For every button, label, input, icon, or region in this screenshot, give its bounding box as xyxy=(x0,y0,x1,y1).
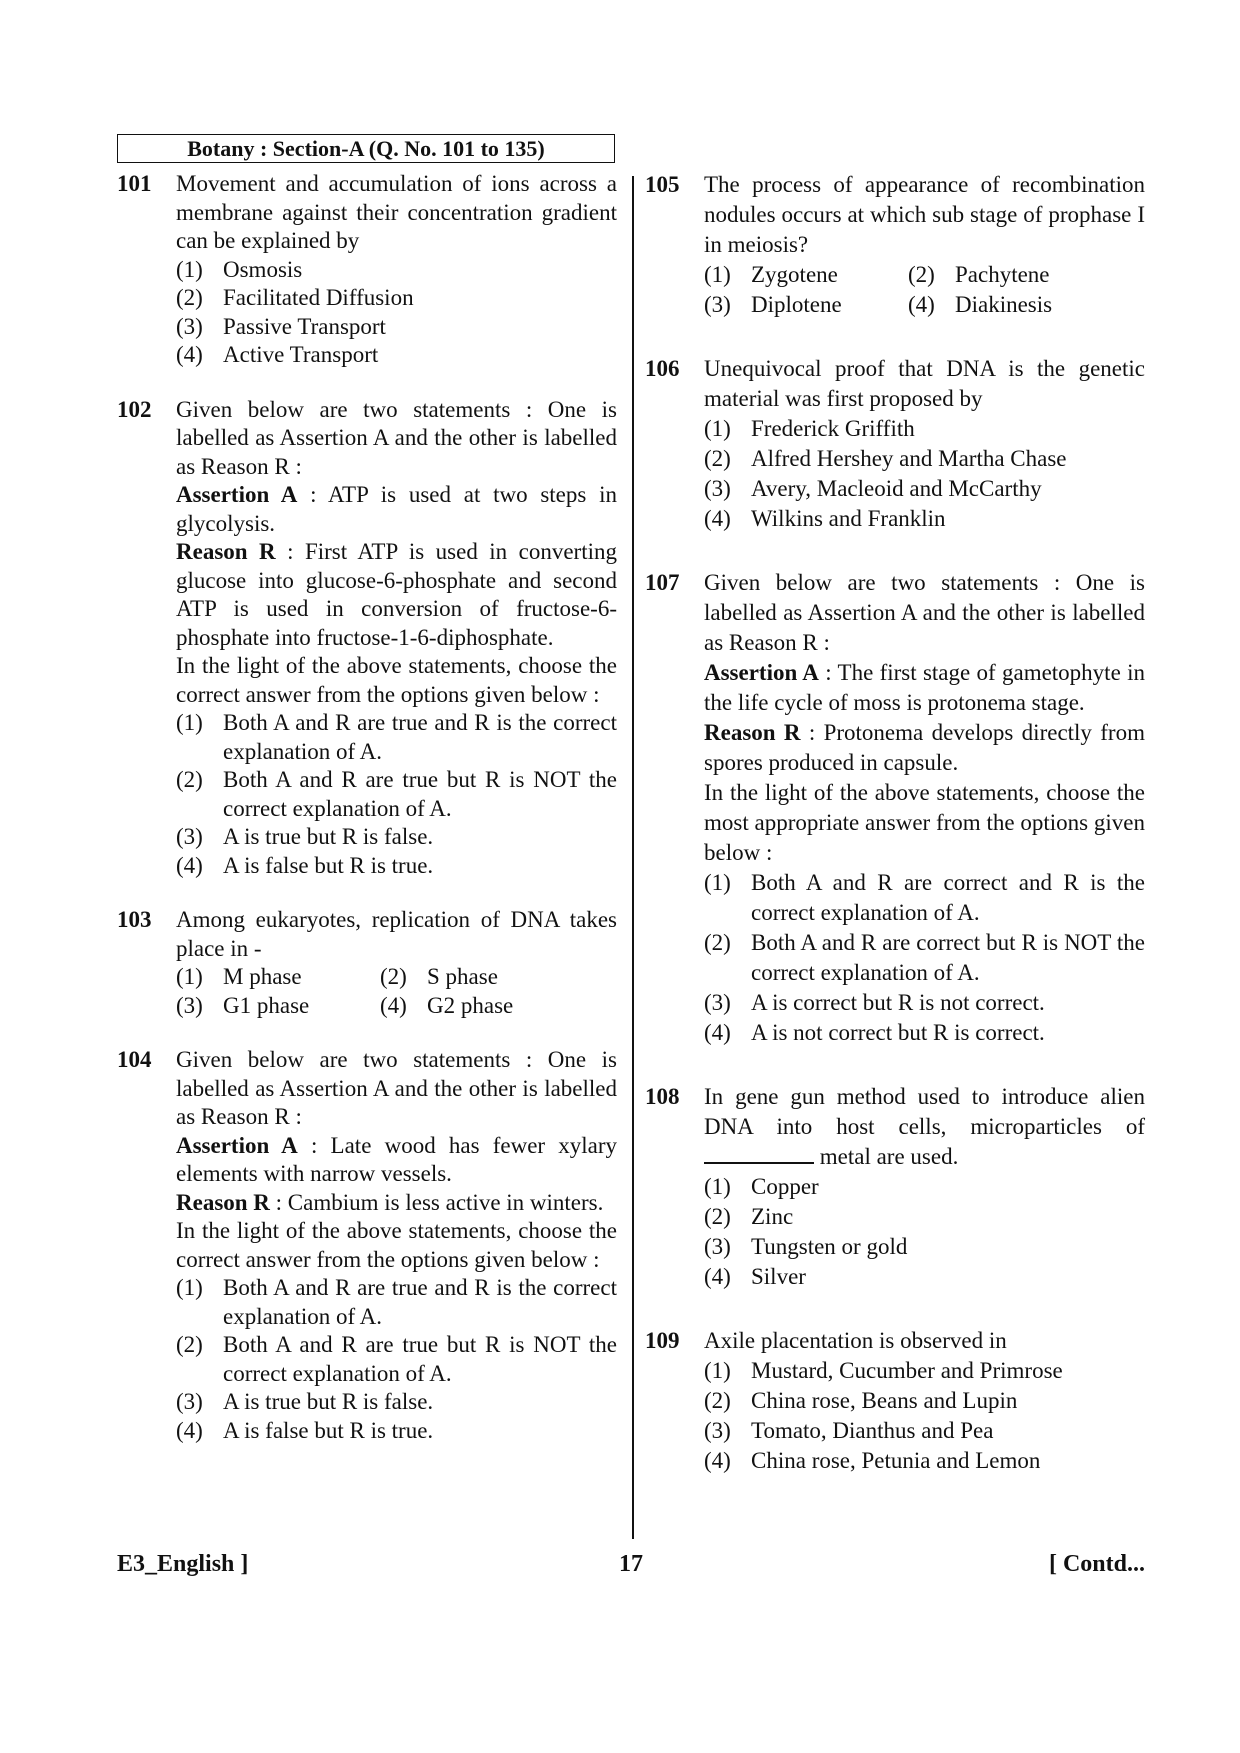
question-text: Movement and accumulation of ions across a membrane against their concentration gradient can be explained by xyxy=(176,171,617,253)
option: (1) Copper xyxy=(704,1174,819,1199)
question-number: 106 xyxy=(645,356,680,381)
question-number: 107 xyxy=(645,570,680,595)
question-106 xyxy=(645,354,1145,534)
option: (4) G2 phase xyxy=(380,992,514,1018)
option: (2) Facilitated Diffusion xyxy=(176,285,414,310)
option: (2) S phase xyxy=(380,964,498,989)
left-column xyxy=(117,170,617,1471)
option: (2) Pachytene xyxy=(908,262,1050,287)
assertion: Assertion A : The first stage of gametophyte in the life cycle of moss is protonema stage. xyxy=(704,660,1145,715)
option: (4) A is false but R is true. xyxy=(176,852,434,878)
question-109 xyxy=(645,1326,1145,1476)
option: (3) A is correct but R is not correct. xyxy=(704,990,1045,1015)
option: (1) Mustard, Cucumber and Primrose xyxy=(704,1358,1063,1383)
option: (4) Silver xyxy=(704,1264,806,1289)
option: (2) China rose, Beans and Lupin xyxy=(704,1388,1018,1413)
question-107 xyxy=(645,568,1145,1048)
option: (3) Tungsten or gold xyxy=(704,1234,908,1259)
option: (4) Diakinesis xyxy=(908,292,1053,317)
question-number: 103 xyxy=(117,907,152,932)
option: (4) A is not correct but R is correct. xyxy=(704,1020,1045,1045)
question-number: 101 xyxy=(117,171,152,196)
option: (1) M phase xyxy=(176,964,302,989)
option: (4) Wilkins and Franklin xyxy=(704,506,946,531)
option: (2) Both A and R are true but R is NOT the correct explanation of A. xyxy=(176,767,617,821)
option: (2) Alfred Hershey and Martha Chase xyxy=(704,446,1067,471)
question-text: Axile placentation is observed in xyxy=(704,1328,1007,1353)
instruction: In the light of the above statements, choose the correct answer from the options given below : xyxy=(176,1218,617,1272)
question-number: 104 xyxy=(117,1047,152,1072)
question-102 xyxy=(117,396,617,881)
question-104 xyxy=(117,1046,617,1445)
page-footer xyxy=(117,1551,1145,1581)
reason: Reason R : First ATP is used in converting glucose into glucose-6-phosphate and second ATP is used in conversion of fructose-6-phosphate into fructose-1-6-diphosphate. xyxy=(176,539,617,650)
footer-booklet-code: E3_English ] xyxy=(117,1551,249,1577)
question-text: The process of appearance of recombination nodules occurs at which sub stage of prophase I in meiosis? xyxy=(704,172,1145,257)
option: (3) Tomato, Dianthus and Pea xyxy=(704,1418,994,1443)
instruction: In the light of the above statements, choose the most appropriate answer from the options given below : xyxy=(704,780,1145,865)
footer-contd: [ Contd... xyxy=(1048,1551,1145,1577)
question-text: In gene gun method used to introduce alien DNA into host cells, microparticles of metal are used. xyxy=(704,1084,1145,1169)
option: (1) Both A and R are true and R is the correct explanation of A. xyxy=(176,1275,617,1329)
instruction: In the light of the above statements, choose the correct answer from the options given below : xyxy=(176,653,617,707)
reason: Reason R : Cambium is less active in winters. xyxy=(176,1189,604,1215)
option: (3) G1 phase xyxy=(176,992,310,1018)
reason: Reason R : Protonema develops directly from spores produced in capsule. xyxy=(704,720,1145,775)
option: (3) Passive Transport xyxy=(176,313,386,339)
question-intro: Given below are two statements : One is labelled as Assertion A and the other is labelled as Reason R : xyxy=(176,1047,617,1129)
option: (1) Frederick Griffith xyxy=(704,416,915,441)
question-103 xyxy=(117,906,617,1020)
option: (2) Both A and R are true but R is NOT the correct explanation of A. xyxy=(176,1332,617,1386)
section-header: Botany : Section-A (Q. No. 101 to 135) xyxy=(117,134,615,163)
question-108 xyxy=(645,1082,1145,1292)
option: (3) A is true but R is false. xyxy=(176,1389,434,1414)
option: (1) Zygotene xyxy=(704,262,838,287)
question-number: 109 xyxy=(645,1328,680,1353)
fill-in-blank xyxy=(704,1142,814,1164)
assertion: Assertion A : ATP is used at two steps in glycolysis. xyxy=(176,482,617,536)
option: (1) Both A and R are true and R is the correct explanation of A. xyxy=(176,710,617,764)
question-intro: Given below are two statements : One is labelled as Assertion A and the other is labelled as Reason R : xyxy=(704,570,1145,655)
question-101 xyxy=(117,170,617,370)
page-number: 17 xyxy=(619,1551,643,1577)
question-text: Unequivocal proof that DNA is the genetic material was first proposed by xyxy=(704,356,1145,411)
right-column xyxy=(645,170,1145,1510)
question-text: Among eukaryotes, replication of DNA takes place in - xyxy=(176,907,617,961)
question-number: 102 xyxy=(117,396,152,422)
option: (3) Diplotene xyxy=(704,292,842,317)
question-105 xyxy=(645,170,1145,320)
option: (2) Zinc xyxy=(704,1204,794,1229)
column-divider xyxy=(632,176,634,1539)
option: (1) Both A and R are correct and R is the correct explanation of A. xyxy=(704,870,1145,925)
option: (1) Osmosis xyxy=(176,256,303,282)
option: (4) A is false but R is true. xyxy=(176,1417,434,1443)
option: (3) Avery, Macleoid and McCarthy xyxy=(704,476,1042,501)
question-intro: Given below are two statements : One is labelled as Assertion A and the other is labelled as Reason R : xyxy=(176,396,617,479)
assertion: Assertion A : Late wood has fewer xylary elements with narrow vessels. xyxy=(176,1132,617,1186)
option: (3) A is true but R is false. xyxy=(176,824,434,849)
option: (4) China rose, Petunia and Lemon xyxy=(704,1448,1041,1473)
option: (2) Both A and R are correct but R is NOT the correct explanation of A. xyxy=(704,930,1145,985)
question-number: 105 xyxy=(645,172,680,197)
option: (4) Active Transport xyxy=(176,342,379,367)
question-number: 108 xyxy=(645,1084,680,1109)
